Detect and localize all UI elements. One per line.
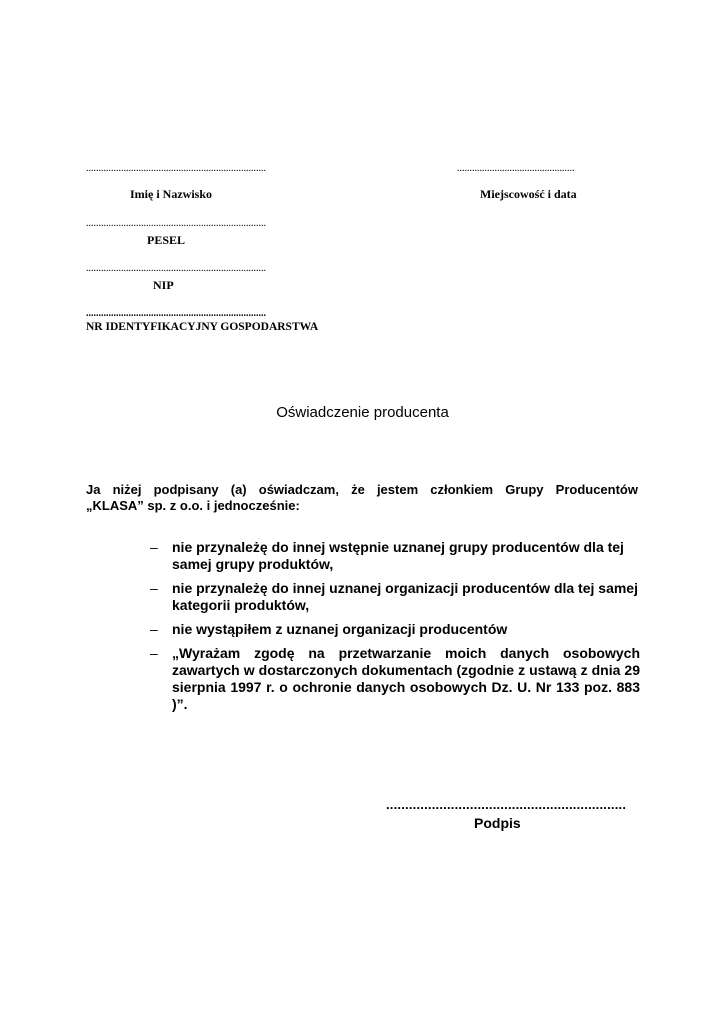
nip-dots: ........................................................................ xyxy=(86,263,266,274)
name-label: Imię i Nazwisko xyxy=(130,187,212,201)
intro-line-1: Ja niżej podpisany (a) oświadczam, że jestem członkiem Grupy Producentów xyxy=(86,482,638,497)
pesel-label: PESEL xyxy=(147,233,186,247)
signature-label: Podpis xyxy=(474,815,521,831)
intro-line-2: „KLASA” sp. z o.o. i jednocześnie: xyxy=(86,498,300,513)
list-item-text: „Wyrażam zgodę na przetwarzanie moich danych osobowych zawartych w dostarczonych dokumentach (zgodnie z ustawą z dnia 29 sierpnia 1997 r. o ochronie danych osobowych Dz. U. Nr 133 poz. 883 )”. xyxy=(172,645,640,712)
list-item-text: nie przynależę do innej wstępnie uznanej grupy producentów dla tej samej grupy produktów, xyxy=(172,539,624,572)
place-date-dots: ............................................... xyxy=(457,163,575,174)
list-item-text: nie wystąpiłem z uznanej organizacji producentów xyxy=(172,621,508,637)
declarations-list xyxy=(150,539,640,720)
list-item xyxy=(150,621,640,638)
nip-label: NIP xyxy=(153,278,174,292)
dash-bullet: – xyxy=(150,539,158,555)
intro-paragraph xyxy=(86,482,638,514)
signature-dots: ............................................................... xyxy=(386,797,627,812)
farm-id-dots: ........................................................................ xyxy=(86,308,266,319)
list-item xyxy=(150,645,640,713)
page-title: Oświadczenie producenta xyxy=(276,404,449,421)
place-date-label: Miejscowość i data xyxy=(480,187,577,201)
dash-bullet: – xyxy=(150,645,158,661)
dash-bullet: – xyxy=(150,580,158,596)
list-item xyxy=(150,539,640,573)
dash-bullet: – xyxy=(150,621,158,637)
pesel-dots: ........................................................................ xyxy=(86,218,266,229)
list-item xyxy=(150,580,640,614)
name-dots: ........................................................................ xyxy=(86,163,266,174)
list-item-text: nie przynależę do innej uznanej organizacji producentów dla tej samej kategorii produktów, xyxy=(172,580,638,613)
farm-id-label: NR IDENTYFIKACYJNY GOSPODARSTWA xyxy=(86,321,319,333)
